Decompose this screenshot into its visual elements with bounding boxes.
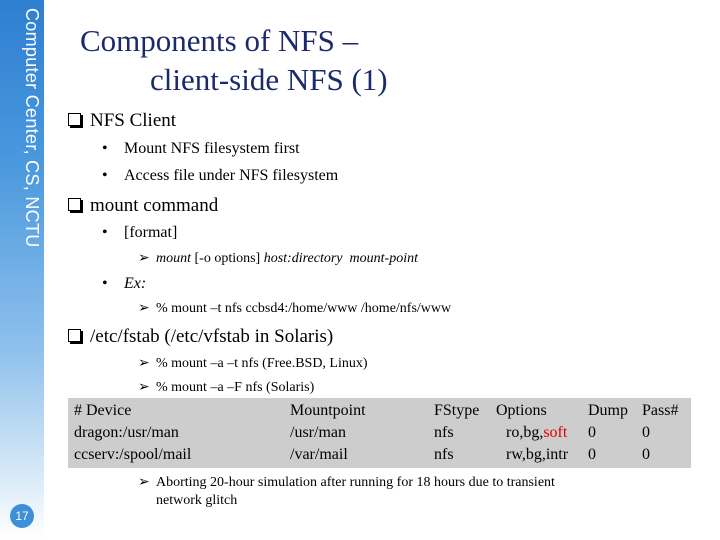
bullet-mount-fs: • Mount NFS filesystem first	[102, 140, 300, 157]
checkbox-bullet-icon	[68, 113, 81, 126]
row2-options: rw,bg,intr	[506, 446, 569, 463]
checkbox-bullet-icon	[68, 329, 81, 342]
row1-pass: 0	[642, 424, 650, 441]
arrow-bullet-icon: ➢	[138, 301, 150, 316]
arrow-bullet-icon: ➢	[138, 356, 150, 371]
fstab-example-2: ➢ % mount –a –F nfs (Solaris)	[138, 380, 315, 395]
row2-mountpoint: /var/mail	[290, 446, 348, 463]
page-number: 17	[10, 504, 34, 528]
sidebar-text: Computer Center, CS, NCTU	[22, 8, 42, 248]
checkbox-bullet-icon	[68, 198, 81, 211]
bullet-format: • [format]	[102, 224, 178, 241]
header-fstype: FStype	[434, 402, 480, 419]
note-line-1: ➢ Aborting 20-hour simulation after running for 18 hours due to transient	[138, 475, 555, 490]
row1-options: ro,bg,soft	[506, 424, 568, 441]
bullet-example: • Ex:	[102, 275, 147, 292]
header-dump: Dump	[588, 402, 628, 419]
fstab-example-1: ➢ % mount –a –t nfs (Free.BSD, Linux)	[138, 356, 368, 371]
soft-option-highlight: soft	[543, 424, 568, 441]
header-options: Options	[496, 402, 547, 419]
row1-fstype: nfs	[434, 424, 454, 441]
note-line-2: network glitch	[156, 493, 238, 508]
fstab-table	[68, 398, 691, 468]
arrow-bullet-icon: ➢	[138, 380, 150, 395]
format-syntax: ➢ mount [-o options] host:directory mount-point	[138, 251, 418, 266]
example-command: ➢ % mount –t nfs ccbsd4:/home/www /home/nfs/www	[138, 301, 452, 316]
title-line-1: Components of NFS –	[80, 23, 359, 58]
row2-device: ccserv:/spool/mail	[74, 446, 192, 463]
row2-dump: 0	[588, 446, 596, 463]
header-mountpoint: Mountpoint	[290, 402, 366, 419]
bullet-access-file: • Access file under NFS filesystem	[102, 167, 339, 184]
row1-mountpoint: /usr/man	[290, 424, 346, 441]
bullet-fstab: /etc/fstab (/etc/vfstab in Solaris)	[68, 326, 333, 348]
slide-title	[80, 22, 388, 100]
header-pass: Pass#	[642, 402, 679, 419]
bullet-nfs-client: NFS Client	[68, 110, 176, 132]
title-line-2: client-side NFS (1)	[150, 61, 388, 97]
row1-device: dragon:/usr/man	[74, 424, 179, 441]
row2-fstype: nfs	[434, 446, 454, 463]
header-device: # Device	[74, 402, 132, 419]
sidebar	[0, 0, 44, 540]
row1-dump: 0	[588, 424, 596, 441]
bullet-mount-command: mount command	[68, 195, 218, 217]
arrow-bullet-icon: ➢	[138, 475, 150, 490]
arrow-bullet-icon: ➢	[138, 251, 150, 266]
row2-pass: 0	[642, 446, 650, 463]
